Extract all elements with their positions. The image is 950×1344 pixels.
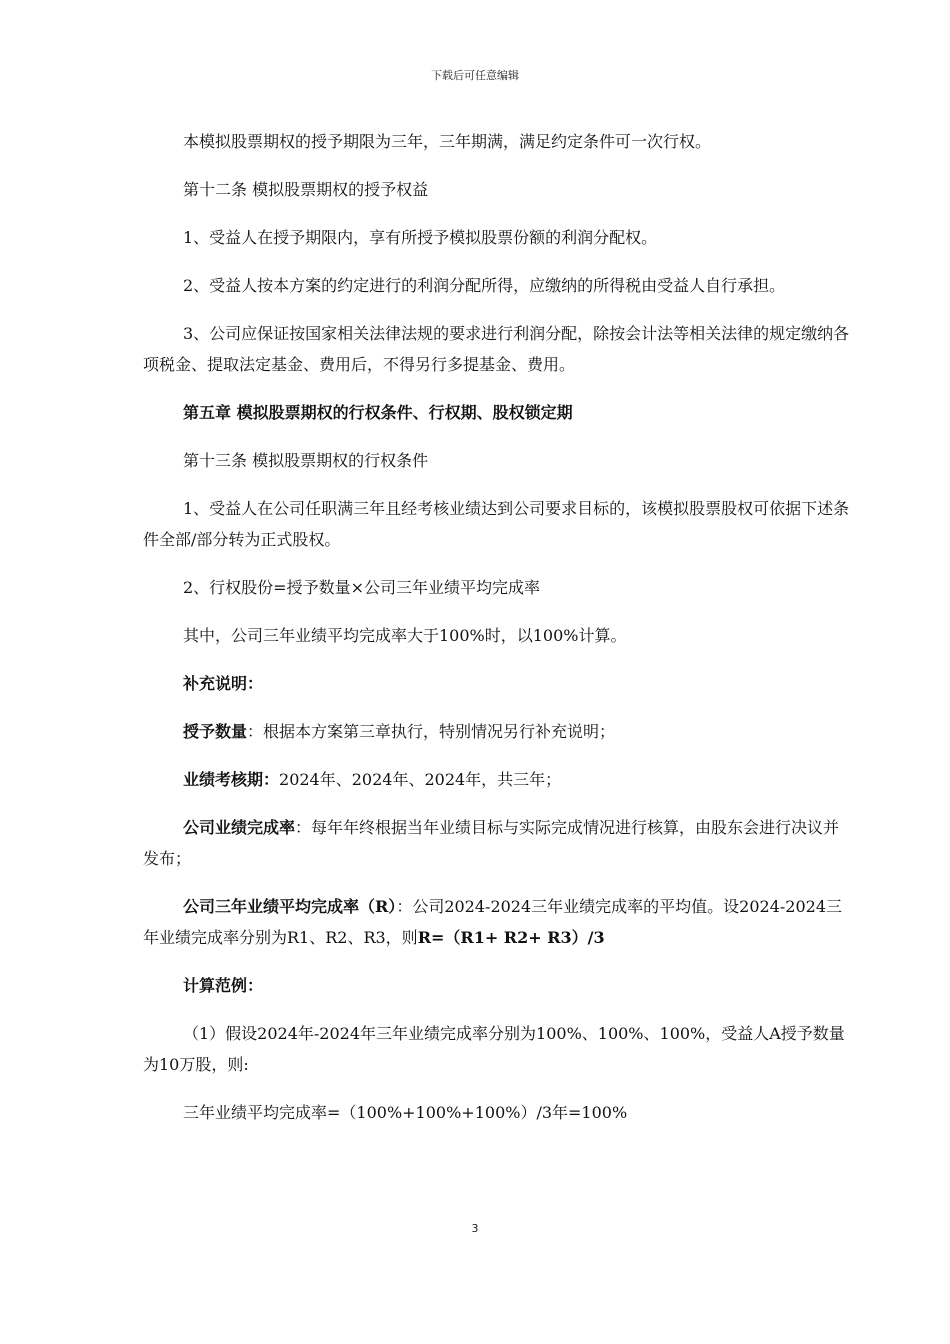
document-body bbox=[143, 126, 855, 1145]
paragraph-grant-quantity bbox=[183, 716, 855, 747]
average-rate-label: 公司三年业绩平均完成率（R） bbox=[183, 897, 397, 916]
paragraph-example-2: 三年业绩平均完成率=（100%+100%+100%）/3年=100% bbox=[183, 1103, 628, 1122]
paragraph-item-3: 3、公司应保证按国家相关法律法规的要求进行利润分配，除按会计法等相关法律的规定缴纳各项税金、提取法定基金、费用后，不得另行多提基金、费用。 bbox=[143, 324, 850, 374]
example-heading: 计算范例： bbox=[183, 976, 264, 995]
paragraph-exercise-formula: 2、行权股份=授予数量×公司三年业绩平均完成率 bbox=[183, 578, 540, 597]
paragraph-grant-period: 本模拟股票期权的授予期限为三年，三年期满，满足约定条件可一次行权。 bbox=[183, 132, 712, 151]
article-12-heading: 第十二条 模拟股票期权的授予权益 bbox=[183, 180, 429, 199]
chapter-5-heading: 第五章 模拟股票期权的行权条件、行权期、股权锁定期 bbox=[183, 403, 573, 422]
completion-rate-text: ：每年年终根据当年业绩目标与实际完成情况进行核算，由股东会进行决议并发布； bbox=[143, 818, 840, 868]
completion-rate-label: 公司业绩完成率 bbox=[183, 818, 296, 837]
paragraph-completion-rate bbox=[143, 812, 855, 874]
paragraph-exercise-cap: 其中，公司三年业绩平均完成率大于100%时，以100%计算。 bbox=[183, 626, 627, 645]
page-number: 3 bbox=[471, 1222, 479, 1235]
paragraph-exercise-condition-1: 1、受益人在公司任职满三年且经考核业绩达到公司要求目标的，该模拟股票股权可依据下述条件全部/部分转为正式股权。 bbox=[143, 499, 850, 549]
paragraph-item-1: 1、受益人在授予期限内，享有所授予模拟股票份额的利润分配权。 bbox=[183, 228, 658, 247]
assessment-period-text: 2024年、2024年、2024年，共三年； bbox=[279, 770, 562, 789]
average-rate-text: ：公司2024-2024三年业绩完成率的平均值。设2024-2024三年业绩完成率分别为R1、R2、R3，则 bbox=[143, 897, 843, 947]
supplement-heading: 补充说明： bbox=[183, 674, 264, 693]
paragraph-average-rate bbox=[143, 891, 855, 953]
average-rate-formula: R=（R1+ R2+ R3）/3 bbox=[417, 928, 605, 947]
grant-quantity-label: 授予数量 bbox=[183, 722, 248, 741]
paragraph-example-1: （1）假设2024年-2024年三年业绩完成率分别为100%、100%、100%，受益人A授予数量为10万股，则: bbox=[143, 1024, 845, 1074]
assessment-period-label: 业绩考核期： bbox=[183, 770, 280, 789]
paragraph-item-2: 2、受益人按本方案的约定进行的利润分配所得，应缴纳的所得税由受益人自行承担。 bbox=[183, 276, 786, 295]
page-header: 下载后可任意编辑 bbox=[431, 69, 519, 82]
article-13-heading: 第十三条 模拟股票期权的行权条件 bbox=[183, 451, 429, 470]
paragraph-assessment-period bbox=[183, 764, 855, 795]
grant-quantity-text: ：根据本方案第三章执行，特别情况另行补充说明； bbox=[247, 722, 616, 741]
